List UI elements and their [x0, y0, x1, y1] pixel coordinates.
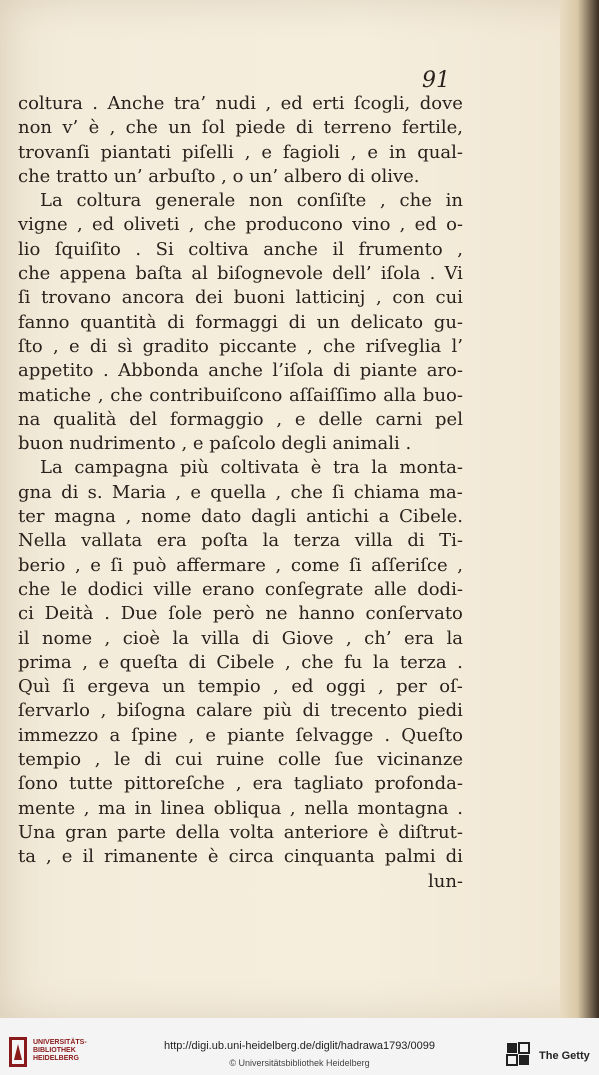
text-line: ſervarlo , biſogna calare più di trecento piedi [18, 700, 463, 722]
text-line: immezzo a ſpine , e piante ſelvagge . Queſto [18, 724, 463, 746]
text-line: coltura . Anche tra’ nudi , ed erti ſcogli, dove [18, 93, 463, 114]
text-line: ſi trovano ancora dei buoni latticinj , con cui [18, 287, 463, 309]
text-line: Una gran parte della volta anteriore è diſtrut- [18, 821, 463, 843]
partner-name: The Getty [539, 1050, 590, 1062]
text-line: mente , ma in linea obliqua , nella montagna . [18, 797, 463, 819]
text-line: che le dodici ville erano conſegrate alle dodi- [18, 578, 463, 600]
text-line: berio , e ſi può affermare , come ſi aſſeriſce , [18, 554, 463, 576]
text-line: che appena baſta al biſognevole dell’ iſola . Vi [18, 263, 463, 285]
text-line: vigne , ed oliveti , che producono vino , ed o- [18, 214, 463, 236]
catchword: lun- [427, 871, 463, 892]
text-line: matiche , che contribuiſcono aſſaiſſimo alla buo- [18, 384, 463, 406]
text-line: ci Deità . Due ſole però ne hanno conſervato [18, 603, 463, 625]
text-line: Nella vallata era poſta la terza villa di Ti- [18, 530, 463, 552]
permalink[interactable]: http://digi.ub.uni-heidelberg.de/diglit/hadrawa1793/0099 [164, 1040, 435, 1052]
text-line: trovanſi piantati piſelli , e fagioli , e in qual- [18, 141, 463, 163]
text-line: ta , e il rimanente è circa cinquanta palmi di [18, 846, 463, 868]
text-line: tempio , le di cui ruine colle ſue vicinanze [18, 749, 463, 771]
copyright-notice: © Universitätsbibliothek Heidelberg [229, 1058, 370, 1068]
text-line: na qualità del formaggio , e delle carni pel [18, 408, 463, 430]
text-line: lio ſquiſito . Si coltiva anche il frumento , [18, 238, 463, 260]
institution-line: UNIVERSITÄTS- [33, 1039, 87, 1046]
text-line: gna di s. Maria , e quella , che ſi chiama ma- [18, 481, 463, 503]
text-line: prima , e queſta di Cibele , che fu la terza . [18, 651, 463, 673]
text-line: non v’ è , che un ſol piede di terreno fertile, [18, 117, 463, 139]
text-line: appetito . Abbonda anche l’iſola di piante aro- [18, 360, 463, 382]
body-text [18, 92, 463, 870]
text-line: buon nudrimento , e paſcolo degli animali . [18, 433, 412, 455]
text-line: fanno quantità di formaggi di un delicato gu- [18, 311, 463, 333]
text-line: La coltura generale non conſiſte , che in [40, 190, 463, 212]
institution-line: HEIDELBERG [33, 1055, 79, 1062]
page-number: 91 [422, 68, 450, 93]
book-page-edge [560, 0, 599, 1018]
institution-line: BIBLIOTHEK [33, 1047, 76, 1054]
text-line: ſto , e di sì gradito piccante , che riſveglia l’ [18, 335, 463, 357]
text-line: il nome , cioè la villa di Giove , ch’ era la [18, 627, 463, 649]
text-line: ſono tutte pittoreſche , era tagliato profonda- [18, 773, 463, 795]
text-line: che tratto un’ arbuſto , o un’ albero di olive. [18, 165, 420, 187]
catchword-line [18, 870, 463, 894]
text-line: ter magna , nome dato dagli antichi a Cibele. [18, 506, 463, 528]
getty-logo-icon [505, 1041, 531, 1067]
text-line: Quì ſi ergeva un tempio , ed oggi , per oſ- [18, 676, 463, 698]
text-line: La campagna più coltivata è tra la monta- [40, 457, 463, 479]
